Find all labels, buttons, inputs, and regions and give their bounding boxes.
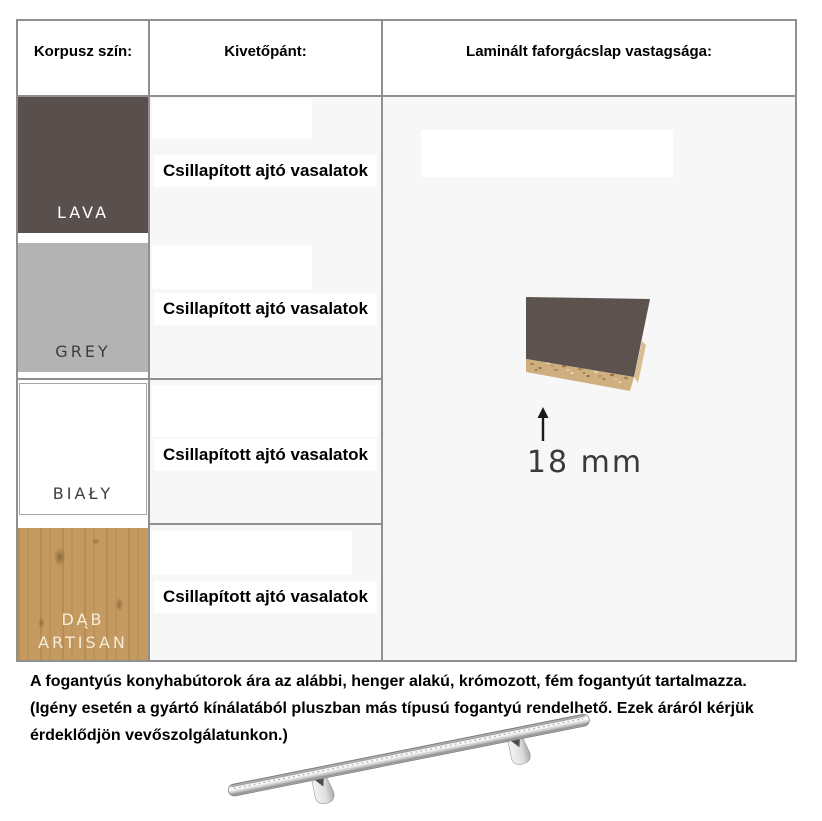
spec-table (16, 19, 797, 662)
arrow-up-icon (529, 405, 557, 443)
blank-patch (152, 99, 312, 139)
thickness-value: 18 mm (526, 445, 644, 480)
color-swatch-lava (18, 97, 148, 233)
header-corpus-color: Korpusz szín: (18, 21, 148, 95)
hinge-text: Csillapított ajtó vasalatok (154, 439, 377, 471)
swatch-label: DĄB ARTISAN (38, 609, 128, 652)
swatch-label: LAVA (56, 202, 110, 222)
chipboard-thickness-image (518, 289, 658, 397)
header-board-thickness: Laminált faforgácslap vastagsága: (383, 21, 795, 95)
paragraph-line: érdeklődjön vevőszolgálatunkon.) (30, 727, 288, 744)
row-divider (150, 523, 381, 525)
row-divider (18, 378, 381, 380)
swatch-label: GREY (55, 341, 111, 361)
swatch-label: BIAŁY (52, 483, 114, 503)
chrome-handle-image (210, 706, 610, 816)
blank-patch (152, 385, 378, 437)
blank-patch (421, 130, 673, 177)
header-hinge: Kivetőpánt: (150, 21, 381, 95)
blank-patch (152, 245, 312, 289)
hinge-text: Csillapított ajtó vasalatok (154, 581, 377, 613)
hinge-text: Csillapított ajtó vasalatok (154, 293, 377, 325)
paragraph-line: A fogantyús konyhabútorok ára az alábbi, henger alakú, krómozott, fém fogantyút tartalmazza. (30, 673, 747, 690)
blank-patch (152, 531, 352, 575)
color-swatch-grey (18, 243, 148, 372)
color-swatch-bialy (19, 383, 147, 515)
hinge-text: Csillapított ajtó vasalatok (154, 155, 377, 187)
color-swatch-dab-artisan (18, 528, 148, 660)
paragraph-line: (Igény esetén a gyártó kínálatából pluszban más típusú fogantyú rendelhető. Ezek áráról kérjük (30, 700, 754, 717)
